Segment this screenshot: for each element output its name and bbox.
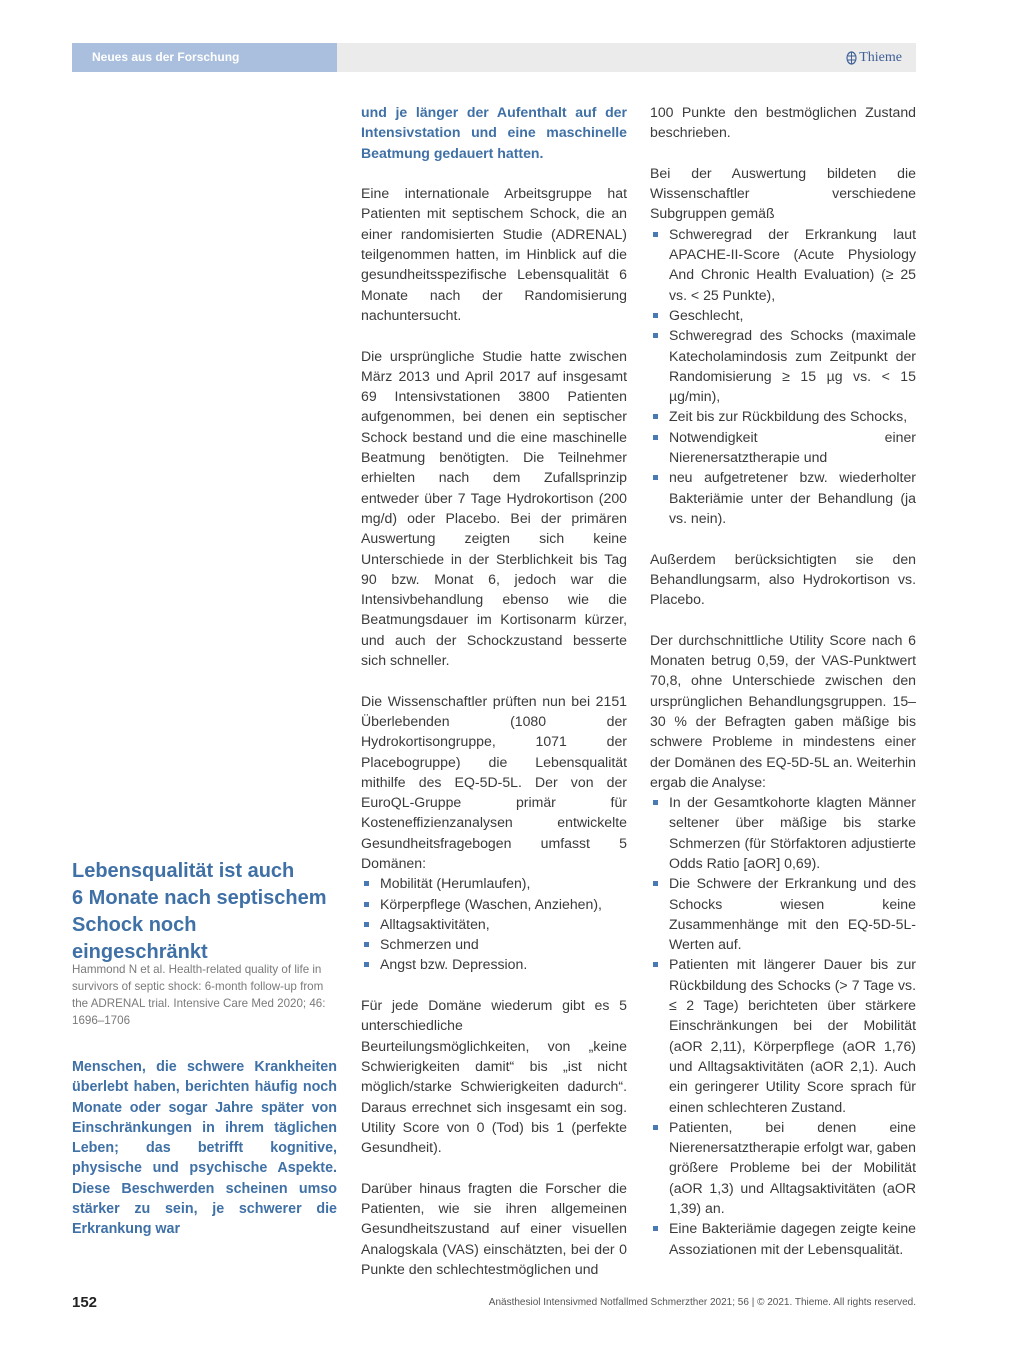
paragraph: 100 Punkte den bestmöglichen Zustand beschrieben.	[650, 104, 916, 141]
paragraph: Der durchschnittliche Utility Score nach 6 Monaten betrug 0,59, der VAS-Punktwert 70,8, ohne Unterschiede zwischen den ursprünglichen Behandlungsgruppen. 15–30 % der Befragten gaben mäßige bis schwere Probleme in mindestens einer der Domänen des EQ-5D-5L an. Weiterhin ergab die Analyse:	[650, 631, 916, 790]
section-label: Neues aus der Forschung	[72, 43, 337, 72]
middle-column	[361, 102, 627, 1300]
list-item: Schweregrad des Schocks (maximale Katecholamindosis zum Zeitpunkt der Randomisierung ≥ 15 µg vs. < 15 µg/min),	[650, 325, 916, 406]
citation: Hammond N et al. Health-related quality of life in survivors of septic shock: 6-month follow-up from the ADRENAL trial. Intensive Care Med 2020; 46: 1696–1706	[72, 963, 326, 1027]
title-line: Schock noch eingeschränkt	[72, 914, 208, 963]
title-line: 6 Monate nach septischem	[72, 887, 327, 909]
list-item: Patienten mit längerer Dauer bis zur Rückbildung des Schocks (> 7 Tage vs. ≤ 2 Tage) berichteten über stärkere Einschränkungen bei der Mobilität (aOR 2,11), Körperpflege (aOR 1,76) und Alltagsaktivitäten (aOR 2,1). Auch ein geringerer Utility Score sprach für einen schlechteren Zustand.	[650, 954, 916, 1116]
paragraph: Bei der Auswertung bildeten die Wissenschaftler verschiedene Subgruppen gemäß	[650, 164, 916, 222]
thieme-emblem-icon	[846, 51, 857, 65]
list-item: Zeit bis zur Rückbildung des Schocks,	[650, 406, 916, 426]
journal-footer: Anästhesiol Intensivmed Notfallmed Schmerzther 2021; 56 | © 2021. Thieme. All rights reserved.	[488, 1297, 916, 1308]
paragraph: Eine internationale Arbeitsgruppe hat Patienten mit septischem Schock, die an einer randomisierten Studie (ADRENAL) teilgenommen hatten, im Hinblick auf die gesundheitsspezifische Lebensqualität 6 Monate nach der Randomisierung nachuntersucht.	[361, 185, 627, 323]
article-title	[72, 858, 337, 966]
findings-list	[650, 792, 916, 1259]
list-item: Geschlecht,	[650, 305, 916, 325]
list-item: neu aufgetretener bzw. wiederholter Bakteriämie unter der Behandlung (ja vs. nein).	[650, 467, 916, 528]
list-item: Eine Bakteriämie dagegen zeigte keine Assoziationen mit der Lebensqualität.	[650, 1218, 916, 1259]
list-item: Mobilität (Herumlaufen),	[361, 873, 627, 893]
paragraph: Außerdem berücksichtigten sie den Behandlungsarm, also Hydrokortison vs. Placebo.	[650, 550, 916, 608]
lead-text-continued: und je länger der Aufenthalt auf der Intensivstation und eine maschinelle Beatmung gedauert hatten.	[361, 104, 627, 161]
paragraph: Darüber hinaus fragten die Forscher die Patienten, wie sie ihren allgemeinen Gesundheitszustand auf einer visuellen Analogskala (VAS) einschätzten, bei der 0 Punkte den schlechtestmöglichen und	[361, 1179, 627, 1277]
list-item: Angst bzw. Depression.	[361, 954, 627, 974]
domain-list	[361, 873, 627, 974]
right-column	[650, 102, 916, 1279]
list-item: In der Gesamtkohorte klagten Männer seltener über mäßige bis starke Schmerzen (für Störfaktoren adjustierte Odds Ratio [aOR] 0,69).	[650, 792, 916, 873]
list-item: Die Schwere der Erkrankung und des Schocks wiesen keine Zusammenhänge mit den EQ-5D-5L-Werten auf.	[650, 873, 916, 954]
lead-text: Menschen, die schwere Krankheiten überlebt haben, berichten häufig noch Monate oder sogar Jahre später von Einschränkungen in ihrem täglichen Leben; das betrifft kognitive, physische und psychische Aspekte. Diese Beschwerden scheinen umso stärker zu sein, je schwerer die Erkrankung war	[72, 1059, 337, 1238]
header-bar	[337, 43, 916, 72]
title-line: Lebensqualität ist auch	[72, 860, 295, 882]
list-item: Notwendigkeit einer Nierenersatztherapie und	[650, 427, 916, 468]
list-item: Patienten, bei denen eine Nierenersatztherapie erfolgt war, gaben größere Probleme bei der Mobilität (aOR 1,3) und Alltagsaktivitäten (aOR 1,39) an.	[650, 1117, 916, 1218]
brand-name: Thieme	[859, 50, 902, 65]
list-item: Körperpflege (Waschen, Anziehen),	[361, 894, 627, 914]
publisher-logo	[846, 43, 902, 72]
list-item: Schmerzen und	[361, 934, 627, 954]
list-item: Alltagsaktivitäten,	[361, 914, 627, 934]
paragraph: Für jede Domäne wiederum gibt es 5 unterschiedliche Beurteilungsmöglichkeiten, von „keine Schwierigkeiten damit“ bis „ist nicht möglich/starke Schwierigkeiten dadurch“. Daraus errechnet sich insgesamt ein sog. Utility Score von 0 (Tod) bis 1 (perfekte Gesundheit).	[361, 997, 627, 1156]
paragraph: Die ursprüngliche Studie hatte zwischen März 2013 und April 2017 auf insgesamt 69 Intensivstationen 3800 Patienten aufgenommen, bei denen ein septischer Schock bestand und die eine maschinelle Beatmung benötigten. Die Teilnehmer erhielten nach dem Zufallsprinzip entweder über 7 Tage Hydrokortison (200 mg/d) oder Placebo. Bei der primären Auswertung zeigten sich keine Unterschiede in der Sterblichkeit bis Tag 90 bzw. Monat 6, jedoch war die Intensivbehandlung ebenso wie die Beatmungsdauer im Kortisonarm kürzer, und auch der Schockzustand besserte sich schneller.	[361, 347, 627, 669]
subgroup-list	[650, 224, 916, 528]
page-number: 152	[72, 1294, 98, 1311]
list-item: Schweregrad der Erkrankung laut APACHE-II-Score (Acute Physiology And Chronic Health Evaluation) (≥ 25 vs. < 25 Punkte),	[650, 224, 916, 305]
paragraph: Die Wissenschaftler prüften nun bei 2151 Überlebenden (1080 der Hydrokortisongruppe, 1071 der Placebogruppe) die Lebensqualität mithilfe des EQ-5D-5L. Der von der EuroQL-Gruppe primär für Kosteneffizienzanalysen entwickelte Gesundheitsfragebogen umfasst 5 Domänen:	[361, 692, 627, 871]
